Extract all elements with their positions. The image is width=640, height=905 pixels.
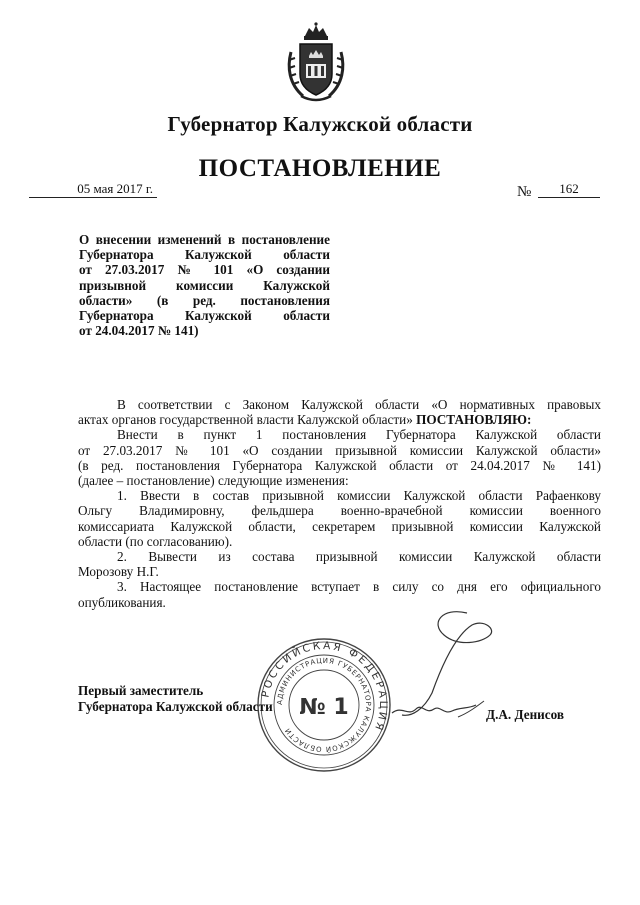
body-line	[78, 412, 601, 427]
body-line: Морозову Н.Г.	[78, 564, 159, 580]
seal-number: № 1	[299, 695, 349, 720]
document-date: 05 мая 2017 г.	[29, 181, 157, 198]
document-number: 162	[538, 181, 600, 198]
subject-line: призывной комиссии Калужской	[79, 277, 330, 293]
subject-line: О внесении изменений в постановление	[79, 232, 330, 247]
signatory-title-line: Первый заместитель	[78, 683, 204, 698]
body-line: (в ред. постановления Губернатора Калужской области от 24.04.2017 № 141)	[78, 457, 601, 473]
number-sign: №	[517, 184, 532, 200]
decree-keyword: ПОСТАНОВЛЯЮ:	[416, 412, 532, 428]
subject-line: области» (в ред. постановления	[79, 292, 330, 308]
subject-line: Губернатора Калужской области	[79, 247, 330, 263]
body-line: комиссариата Калужской области, секретарем призывной комиссии Калужской	[78, 518, 601, 534]
round-seal-stamp-icon	[256, 637, 392, 773]
body-line: области (по согласованию).	[78, 533, 233, 549]
seal-inner-text: АДМИНИСТРАЦИЯ ГУБЕРНАТОРА КАЛУЖСКОЙ ОБЛАСТИ	[275, 656, 373, 754]
document-type-title: ПОСТАНОВЛЕНИЕ	[198, 155, 442, 182]
body-line: (далее – постановление) следующие изменения:	[78, 473, 349, 489]
subject-line: от 27.03.2017 № 101 «О создании	[79, 262, 330, 278]
kaluga-coat-of-arms-icon	[283, 22, 349, 104]
preamble-paragraph	[78, 397, 601, 427]
document-body	[78, 397, 601, 610]
body-line: Ольгу Владимировну, фельдшера военно-врачебной комиссии военного	[78, 503, 601, 519]
body-line: В соответствии с Законом Калужской области «О нормативных правовых	[117, 397, 601, 412]
issuing-authority: Губернатор Калужской области	[167, 112, 473, 136]
body-line: опубликования.	[78, 594, 166, 610]
body-text: актах органов государственной власти Калужской области»	[78, 412, 417, 428]
amendment-paragraph	[78, 427, 601, 488]
body-line: Внести в пункт 1 постановления Губернатора Калужской области	[117, 427, 601, 443]
item-3	[78, 579, 601, 609]
body-line: 1. Ввести в состав призывной комиссии Калужской области Рафаенкову	[117, 488, 601, 504]
subject-line: Губернатора Калужской области	[79, 308, 330, 324]
body-line: 2. Вывести из состава призывной комиссии Калужской области	[117, 549, 601, 565]
body-line: 3. Настоящее постановление вступает в силу со дня его официального	[117, 579, 601, 595]
item-1	[78, 488, 601, 549]
signatory-title	[78, 683, 273, 715]
signatory-name: Д.А. Денисов	[486, 707, 565, 722]
signatory-title-line: Губернатора Калужской области	[78, 699, 273, 714]
body-line: от 27.03.2017 № 101 «О создании призывной комиссии Калужской области»	[78, 442, 601, 458]
subject-line: от 24.04.2017 № 141)	[79, 323, 199, 339]
document-subject	[79, 232, 330, 338]
item-2	[78, 549, 601, 579]
seal-outer-text: РОССИЙСКАЯ ФЕДЕРАЦИЯ	[259, 639, 390, 734]
